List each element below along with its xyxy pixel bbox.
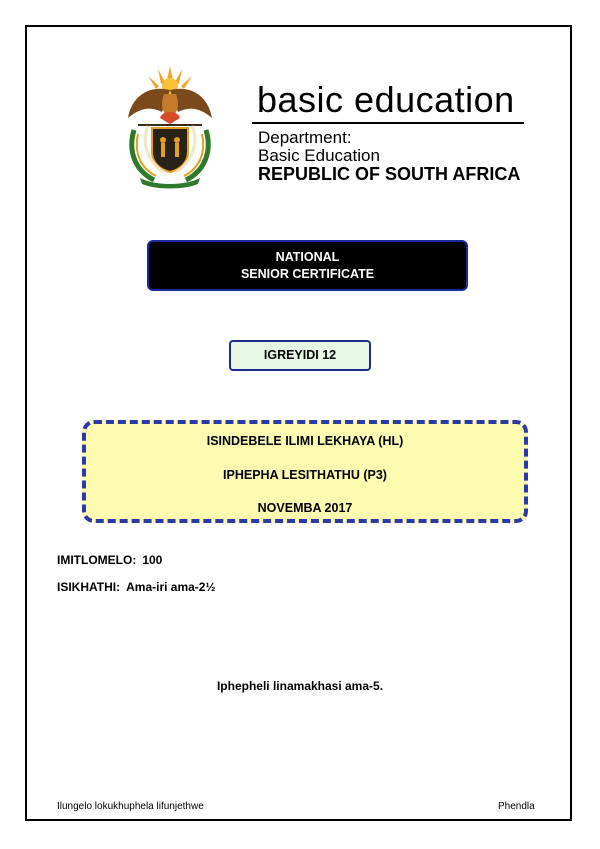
subject-title: ISINDEBELE ILIMI LEKHAYA (HL) (206, 434, 404, 448)
page-count-note: Iphepheli linamakhasi ama-5. (216, 679, 384, 693)
department-label: Department: (258, 128, 352, 147)
marks-label: IMITLOMELO: (57, 553, 137, 567)
department-name: Basic Education (258, 146, 380, 165)
marks-value: 100 (142, 553, 163, 567)
marks-line (57, 553, 162, 567)
brand-underline (252, 122, 524, 124)
copyright-footer: Ilungelo lokukhuphela lifunjethwe (57, 801, 204, 812)
department-block (258, 129, 520, 183)
time-label: ISIKHATHI: (57, 580, 121, 594)
coat-of-arms-icon (120, 60, 220, 190)
time-line (57, 580, 215, 594)
time-value: Ama-iri ama-2½ (126, 580, 216, 594)
exam-date: NOVEMBA 2017 (257, 501, 353, 515)
certificate-line-1: NATIONAL (275, 249, 340, 264)
brand-name: basic education (257, 79, 515, 120)
grade-box: IGREYIDI 12 (229, 340, 371, 371)
country-name: REPUBLIC OF SOUTH AFRICA (258, 164, 521, 184)
certificate-banner (147, 240, 468, 291)
certificate-line-2: SENIOR CERTIFICATE (240, 266, 375, 281)
paper-number: IPHEPHA LESITHATHU (P3) (223, 468, 387, 482)
turn-over-footer: Phendla (498, 801, 535, 812)
subject-box (82, 420, 528, 523)
